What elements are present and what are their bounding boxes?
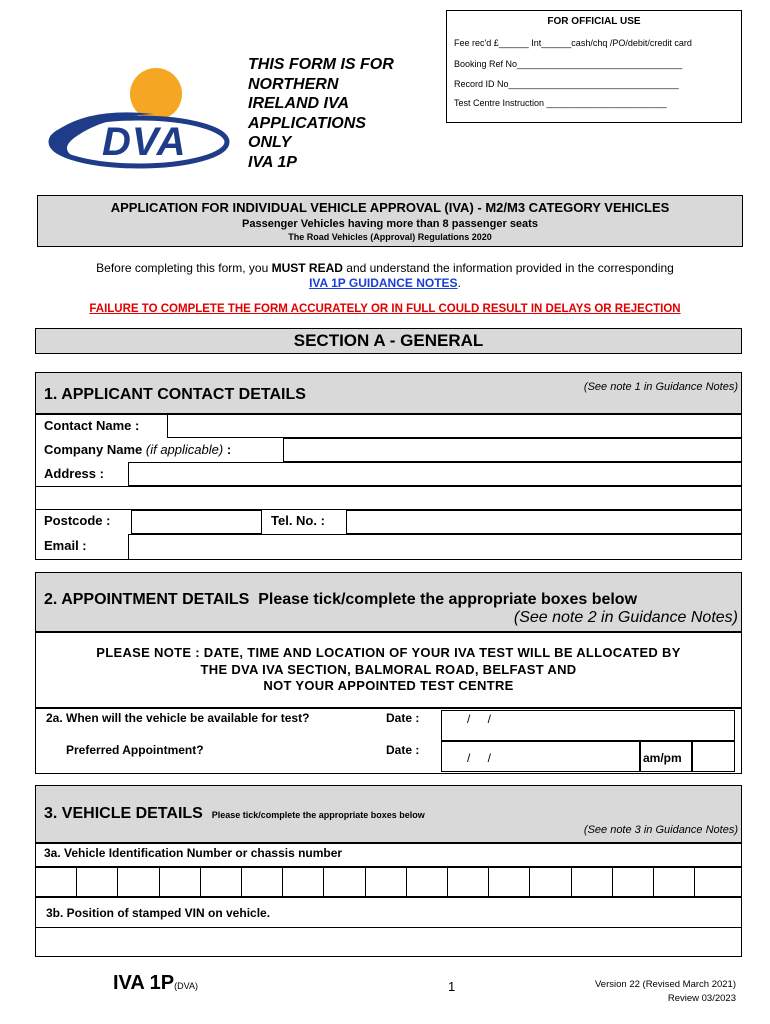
section-a-title: SECTION A - GENERAL (293, 331, 484, 350)
failure-warning: FAILURE TO COMPLETE THE FORM ACCURATELY OR IN FULL COULD RESULT IN DELAYS OR REJECTION (89, 303, 681, 315)
s2-please-note: PLEASE NOTE : DATE, TIME AND LOCATION OF YOUR IVA TEST WILL BE ALLOCATED BY THE DVA IVA SECTION, BALMORAL ROAD, BELFAST AND NOT YOUR APPOINTED TEST CENTRE (96, 645, 681, 693)
contact-name-field[interactable] (167, 414, 742, 438)
logo-text: DVA (102, 120, 187, 164)
ampm-field[interactable] (692, 741, 735, 772)
version-text: Version 22 (Revised March 2021) (595, 979, 736, 990)
vin-char-box[interactable] (365, 867, 407, 897)
q2a-date-slashes: / / (467, 712, 492, 726)
address-label: Address : (44, 466, 104, 481)
s2-title: 2. APPOINTMENT DETAILS Please tick/complete the appropriate boxes below (44, 591, 638, 608)
q3b-field[interactable] (35, 927, 742, 957)
company-name-field[interactable] (283, 438, 742, 462)
email-field[interactable] (128, 534, 742, 560)
official-record-line[interactable]: Record ID No__________________________________ (454, 79, 679, 89)
email-label: Email : (44, 538, 87, 553)
guidance-notes-link[interactable]: IVA 1P GUIDANCE NOTES (309, 276, 458, 290)
vin-char-box[interactable] (76, 867, 118, 897)
tel-label: Tel. No. : (271, 513, 325, 528)
preferred-label: Preferred Appointment? (66, 743, 204, 757)
s2-note: (See note 2 in Guidance Notes) (513, 609, 738, 626)
vin-char-box[interactable] (694, 867, 742, 897)
vin-boxes (35, 867, 742, 897)
form-subtitle: Passenger Vehicles having more than 8 passenger seats (242, 218, 538, 230)
vin-char-box[interactable] (323, 867, 365, 897)
postcode-field[interactable] (131, 510, 262, 534)
vin-char-box[interactable] (282, 867, 324, 897)
vin-char-box[interactable] (241, 867, 283, 897)
official-fee-line[interactable]: Fee rec'd £______ Int______cash/chq /PO/debit/credit card (454, 38, 692, 48)
vin-char-box[interactable] (447, 867, 489, 897)
footer-code: IVA 1P(DVA) (113, 972, 198, 994)
vin-char-box[interactable] (653, 867, 695, 897)
official-use-title: FOR OFFICIAL USE (547, 16, 641, 27)
s1-title: 1. APPLICANT CONTACT DETAILS (44, 386, 306, 403)
vin-char-box[interactable] (612, 867, 654, 897)
vin-char-box[interactable] (571, 867, 613, 897)
vin-char-box[interactable] (117, 867, 159, 897)
company-name-label: Company Name (if applicable) : (44, 442, 232, 457)
official-testcentre-line[interactable]: Test Centre Instruction ________________________ (454, 98, 667, 108)
s1-note: (See note 1 in Guidance Notes) (583, 381, 738, 393)
review-text: Review 03/2023 (667, 993, 736, 1004)
form-title: APPLICATION FOR INDIVIDUAL VEHICLE APPROVAL (IVA) - M2/M3 CATEGORY VEHICLES (110, 200, 670, 215)
vin-char-box[interactable] (200, 867, 242, 897)
ampm-label: am/pm (643, 751, 682, 765)
vin-char-box[interactable] (488, 867, 530, 897)
postcode-label: Postcode : (44, 513, 111, 528)
preferred-date-slashes: / / (467, 751, 492, 765)
vin-char-box[interactable] (35, 867, 77, 897)
contact-name-label: Contact Name : (44, 418, 140, 433)
q2a-label: 2a. When will the vehicle be available for test? (46, 711, 310, 725)
s3-title: 3. VEHICLE DETAILS Please tick/complete the appropriate boxes below (44, 805, 425, 822)
tel-field[interactable] (346, 510, 742, 534)
address-field-line1[interactable] (128, 462, 742, 486)
q3b-label: 3b. Position of stamped VIN on vehicle. (46, 906, 271, 920)
q3a-label: 3a. Vehicle Identification Number or chassis number (44, 846, 343, 860)
s3-note: (See note 3 in Guidance Notes) (583, 824, 738, 836)
official-booking-line[interactable]: Booking Ref No_________________________________ (454, 59, 683, 69)
intro-link-line: IVA 1P GUIDANCE NOTES. (309, 276, 461, 290)
preferred-date-label: Date : (386, 743, 420, 757)
ni-notice: THIS FORM IS FOR NORTHERN IRELAND IVA APPLICATIONS ONLY IVA 1P (248, 56, 394, 171)
vin-char-box[interactable] (159, 867, 201, 897)
vin-char-box[interactable] (529, 867, 571, 897)
q2a-date-label: Date : (386, 711, 420, 725)
vin-char-box[interactable] (406, 867, 448, 897)
intro-text: Before completing this form, you MUST READ and understand the information provided in the corresponding (96, 261, 674, 275)
address-field-line2[interactable] (35, 486, 742, 510)
dva-logo (44, 66, 230, 170)
form-regulations: The Road Vehicles (Approval) Regulations 2020 (288, 232, 492, 242)
page-number: 1 (448, 979, 456, 994)
